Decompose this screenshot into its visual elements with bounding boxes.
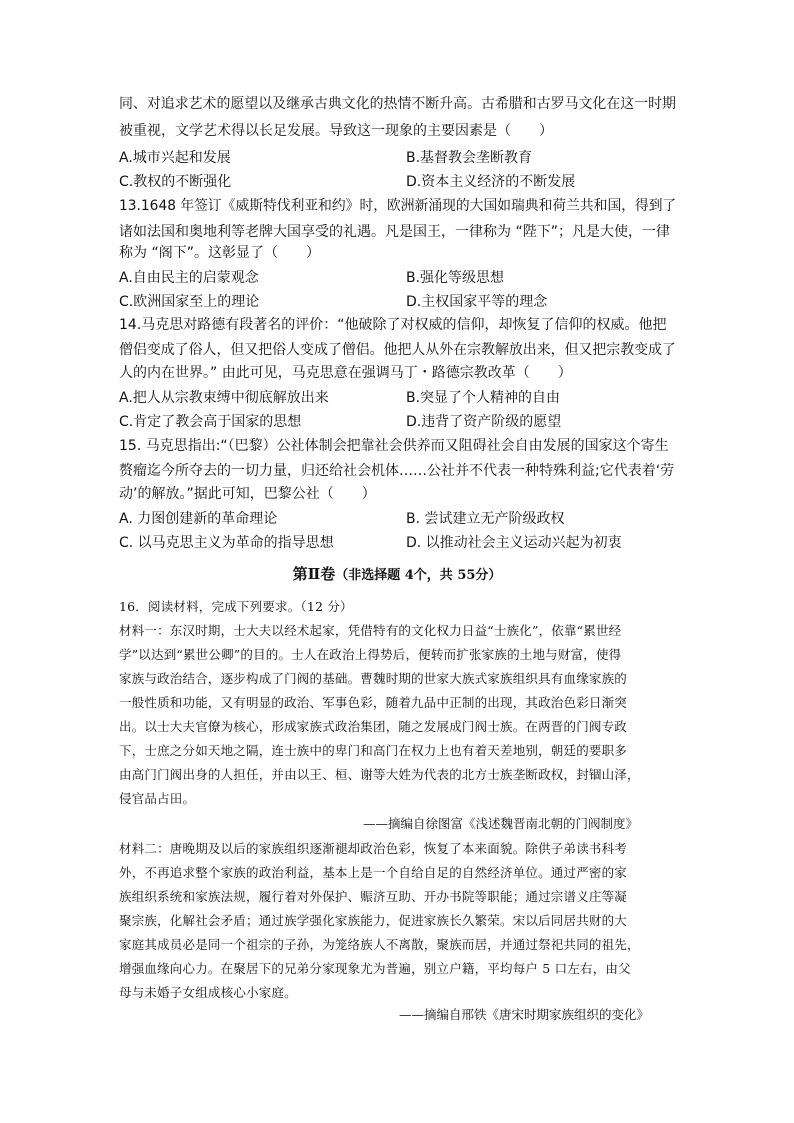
- q16-header: 16．阅读材料，完成下列要求。（12 分）: [119, 599, 353, 614]
- q15-option-b: B. 尝试建立无产阶级政权: [406, 511, 565, 527]
- q14-line-2: 僧侣变成了俗人，但又把俗人变成了僧侣。他把人从外在宗教解放出来，但又把宗教变成了: [119, 342, 676, 358]
- q12-option-d: D.资本主义经济的不断发展: [406, 174, 576, 190]
- q16-material2-line-2: 外，不再追求整个家族的政治利益，基本上是一个自给自足的自然经济单位。通过严密的家: [119, 865, 628, 880]
- q12-line-2: 被重视，文学艺术得以长足发展。导致这一现象的主要因素是（ ）: [119, 123, 553, 139]
- section-title-sub: （非选择题 4个，共 55分）: [335, 568, 502, 583]
- q13-line-1: 13.1648 年签订《威斯特伐利亚和约》时，欧洲新涌现的大国如瑞典和荷兰共和国，得到了: [119, 198, 677, 214]
- q15-option-c: C. 以马克思主义为革命的指导思想: [119, 535, 334, 551]
- q15-line-1: 15. 马克思指出:“（巴黎）公社体制会把靠社会供养而又阻碍社会自由发展的国家这个寄生: [119, 438, 669, 454]
- q14-option-d: D.违背了资产阶级的愿望: [406, 414, 562, 430]
- q16-citation-1: ——摘编自徐图富《浅述魏晋南北朝的门阀制度》: [363, 816, 639, 831]
- q13-option-d: D.主权国家平等的理念: [406, 294, 548, 310]
- q16-material1-line-4: 一般性质和功能，又有明显的政治、军事色彩，随着九品中正制的出现，其政治色彩日渐突: [119, 695, 628, 710]
- q16-material1-line-2: 学”以达到“累世公卿”的目的。士人在政治上得势后，便转而扩张家族的土地与财富，使得: [119, 647, 622, 662]
- q16-citation-2: ——摘编自邢铁《唐宋时期家族组织的变化》: [399, 1007, 650, 1022]
- q13-line-2: 诸如法国和奥地利等老牌大国享受的礼遇。凡是国王，一律称为 “陛下”；凡是大使，一律: [119, 224, 670, 240]
- q16-material1-line-7: 由高门门阀出身的人担任，并由以王、桓、谢等大姓为代表的北方士族垄断政权，封锢山泽，: [119, 767, 640, 782]
- q15-option-a: A. 力图创建新的革命理论: [119, 511, 278, 527]
- q15-line-3: 动’的解放。”据此可知，巴黎公社（ ）: [119, 486, 376, 502]
- q12-option-c: C.教权的不断强化: [119, 174, 232, 190]
- q14-option-a: A.把人从宗教束缚中彻底解放出来: [119, 390, 329, 406]
- q16-material1-line-6: 下，士庶之分如天地之隔，连士族中的卑门和高门在权力上也有着天差地别，朝廷的要职多: [119, 743, 628, 758]
- q16-material2-line-5: 家庭其成员必是同一个祖宗的子孙，为笼络族人不离散，聚族而居，并通过祭祀共同的祖先，: [119, 937, 640, 952]
- q16-material2-line-6: 增强血缘向心力。在聚居下的兄弟分家现象尤为普遍，别立户籍，平均每户 5 口左右，由父: [119, 961, 631, 976]
- q16-material1-line-1: 材料一：东汉时期，士大夫以经术起家，凭借特有的文化权力日益“士族化”，依靠“累世经: [119, 623, 622, 638]
- q14-line-1: 14.马克思对路德有段著名的评价：“他破除了对权威的信仰，却恢复了信仰的权威。他把: [119, 317, 667, 333]
- q16-material2-line-1: 材料二：唐晚期及以后的家族组织逐渐褪却政治色彩，恢复了本来面貌。除供子弟读书科考: [119, 841, 628, 856]
- q14-line-3: 人的内在世界。” 由此可见，马克思意在强调马丁・路德宗教改革（ ）: [119, 365, 572, 381]
- q12-option-b: B.基督教会垄断教育: [406, 150, 533, 166]
- q16-material2-line-7: 母与未婚子女组成核心小家庭。: [119, 985, 297, 1000]
- q13-option-a: A.自由民主的启蒙观念: [119, 270, 259, 286]
- q12-line-1: 同、对追求艺术的愿望以及继承古典文化的热情不断升高。古希腊和古罗马文化在这一时期: [119, 96, 676, 112]
- q13-option-b: B.强化等级思想: [406, 270, 505, 286]
- q14-option-b: B.突显了个人精神的自由: [406, 390, 561, 406]
- q16-material1-line-5: 出。以士大夫官僚为核心，形成家族式政治集团，随之发展成门阀士族。在两晋的门阀专政: [119, 719, 628, 734]
- section-title-main: 第Ⅱ卷: [292, 565, 336, 583]
- q16-material2-line-3: 族组织系统和家族法规，履行着对外保护、赈济互助、开办书院等职能；通过宗谱义庄等凝: [119, 889, 628, 904]
- q15-option-d: D. 以推动社会主义运动兴起为初衷: [406, 535, 622, 551]
- q15-line-2: 赘瘤迄今所夺去的一切力量，归还给社会机体……公社并不代表一种特殊利益;它代表着‘劳: [119, 463, 675, 479]
- q13-option-c: C.欧洲国家至上的理论: [119, 294, 260, 310]
- q13-line-3: 称为 “阁下”。这彰显了（ ）: [119, 245, 320, 261]
- q16-material2-line-4: 聚宗族，化解社会矛盾；通过族学强化家族能力，促进家族长久繁荣。宋以后同居共财的大: [119, 913, 628, 928]
- q16-material1-line-3: 家族与政治结合，逐步构成了门阀的基础。曹魏时期的世家大族式家族组织具有血缘家族的: [119, 671, 628, 686]
- section-title: [0, 563, 794, 587]
- q16-material1-line-8: 侵官品占田。: [119, 791, 196, 806]
- q14-option-c: C.肯定了教会高于国家的思想: [119, 414, 302, 430]
- q12-option-a: A.城市兴起和发展: [119, 150, 231, 166]
